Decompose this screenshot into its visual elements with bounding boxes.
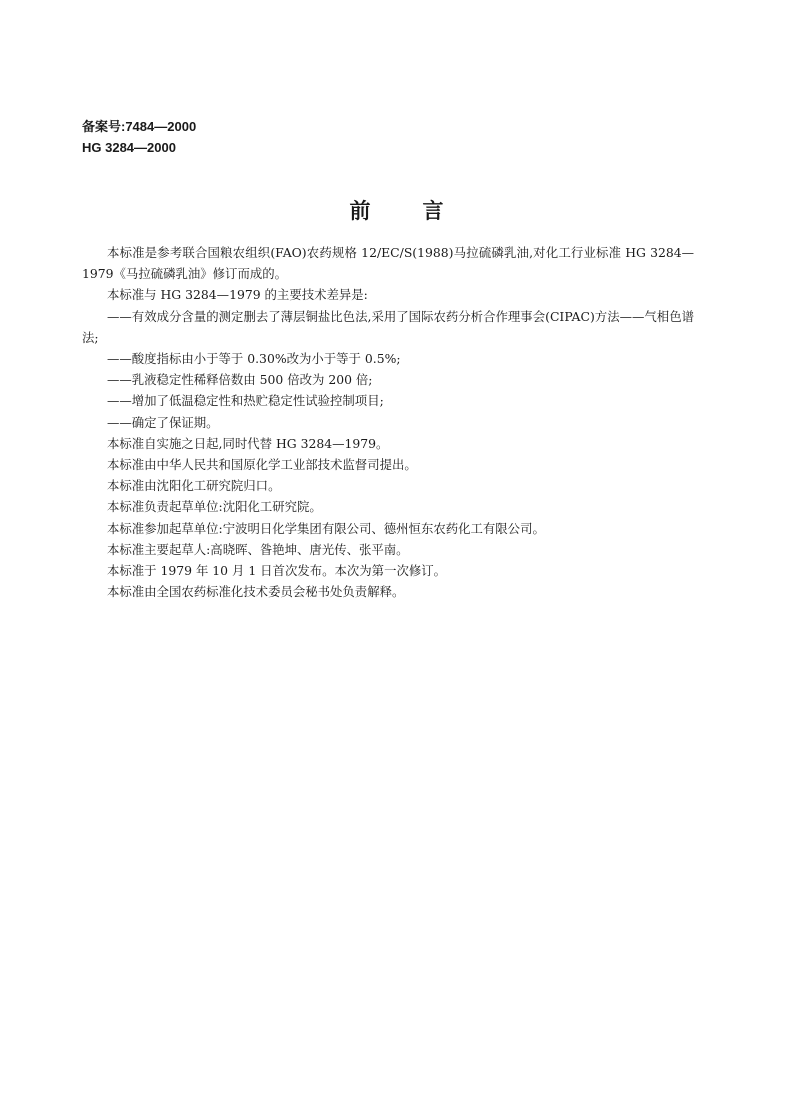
paragraph-basis: 本标准是参考联合国粮农组织(FAO)农药规格 12/EC/S(1988)马拉硫磷乳油,对化工行业标准 HG 3284—1979《马拉硫磷乳油》修订而成的。 (82, 245, 694, 282)
paragraph-drafting-unit: 本标准负责起草单位:沈阳化工研究院。 (107, 499, 322, 515)
paragraph-interpretation: 本标准由全国农药标准化技术委员会秘书处负责解释。 (107, 584, 405, 600)
paragraph-centralized-by: 本标准由沈阳化工研究院归口。 (107, 478, 281, 494)
document-header (82, 116, 196, 158)
list-item-content-method: ——有效成分含量的测定删去了薄层铜盐比色法,采用了国际农药分析合作理事会(CIPAC)方法——气相色谱法; (82, 308, 694, 345)
page-title: 前言 (349, 199, 496, 223)
paragraph-differences-intro: 本标准与 HG 3284—1979 的主要技术差异是: (107, 287, 368, 303)
filing-number: 备案号:7484—2000 (82, 119, 197, 134)
foreword-body (82, 242, 694, 602)
paragraph-first-issued: 本标准于 1979 年 10 月 1 日首次发布。本次为第一次修订。 (107, 563, 447, 579)
list-item-warranty: ——确定了保证期。 (107, 414, 219, 430)
paragraph-participating-units: 本标准参加起草单位:宁波明日化学集团有限公司、德州恒东农药化工有限公司。 (107, 520, 545, 536)
paragraph-drafters: 本标准主要起草人:高晓晖、昝艳坤、唐光传、张平南。 (107, 541, 409, 557)
list-item-emulsion-stability: ——乳液稳定性稀释倍数由 500 倍改为 200 倍; (107, 372, 373, 388)
list-item-storage-stability: ——增加了低温稳定性和热贮稳定性试验控制项目; (107, 393, 384, 409)
standard-code: HG 3284—2000 (82, 140, 176, 155)
paragraph-replaces: 本标准自实施之日起,同时代替 HG 3284—1979。 (107, 435, 389, 451)
paragraph-proposed-by: 本标准由中华人民共和国原化学工业部技术监督司提出。 (107, 457, 417, 473)
list-item-acidity: ——酸度指标由小于等于 0.30%改为小于等于 0.5%; (107, 351, 401, 367)
